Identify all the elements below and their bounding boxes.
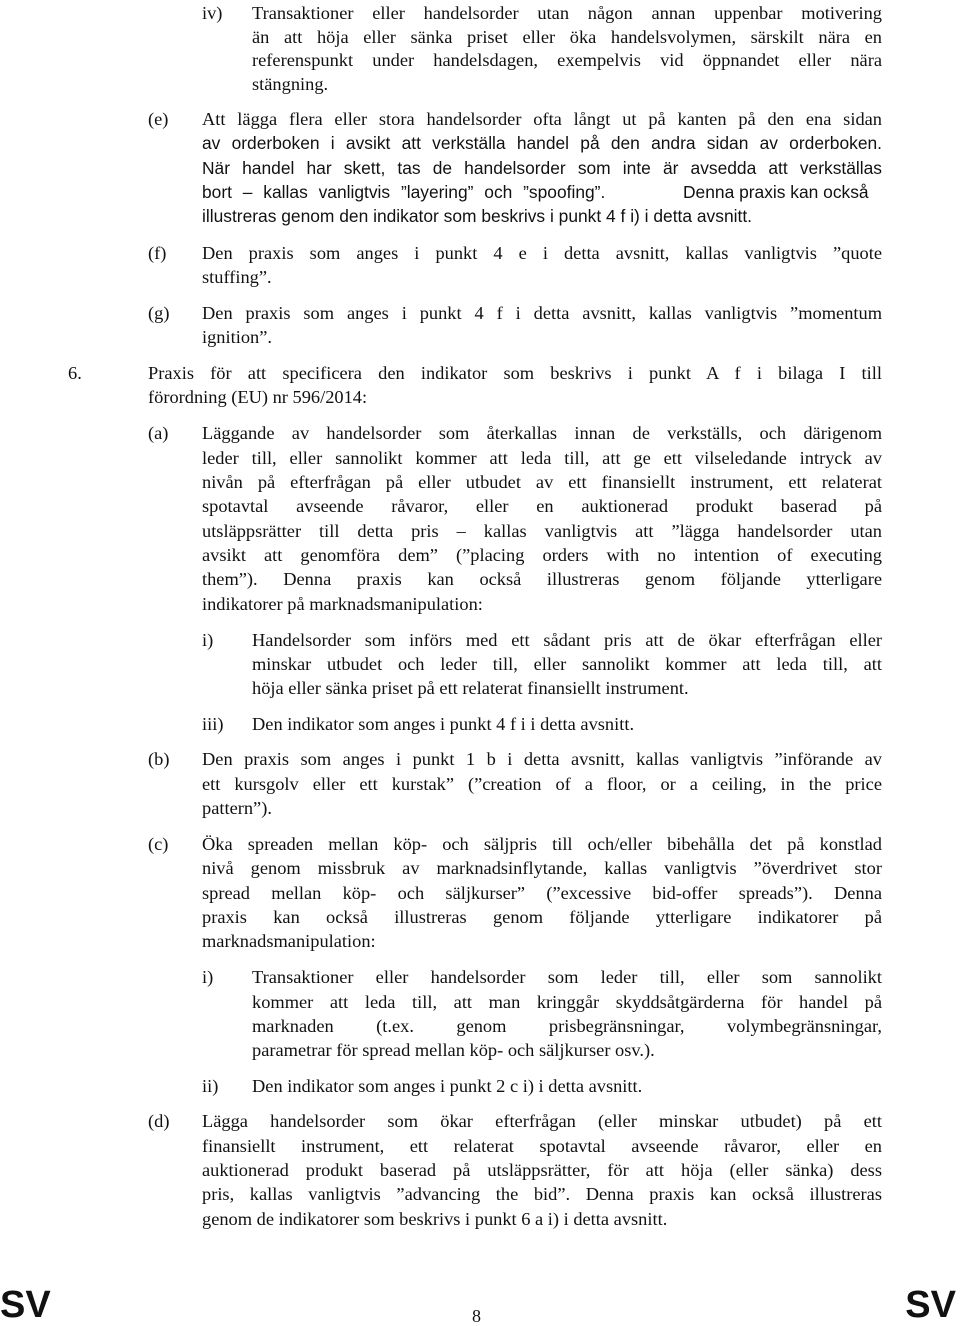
text-line: finansiellt instrument, ett relaterat spotavtal avseende råvaror, eller en [202, 1136, 882, 1156]
text-line: stängning. [252, 74, 329, 94]
text-line: Den praxis som anges i punkt 1 b i detta avsnitt, kallas vanligtvis ”införande av [202, 749, 882, 769]
text-line: Praxis för att specificera den indikator som beskrivs i punkt A f i bilaga I till [148, 363, 882, 383]
text-line: Att lägga flera eller stora handelsorder ofta långt ut på kanten på den ena sidan [202, 109, 882, 129]
text-line: nivån på efterfrågan på eller utbudet av ett finansiellt instrument, ett relaterat [202, 472, 882, 492]
text-line: auktionerad produkt baserad på utsläppsrätter, för att höja (eller sänka) dess [202, 1160, 882, 1180]
item-label-g: (g) [148, 303, 170, 323]
text-line: referenspunkt under handelsdagen, exempelvis vid öppnandet eller nära [252, 50, 882, 70]
text-line: parametrar för spread mellan köp- och säljkurser osv.). [252, 1040, 655, 1060]
text-line: Den praxis som anges i punkt 4 e i detta avsnitt, kallas vanligtvis ”quote [202, 243, 882, 263]
language-code-left: SV [0, 1284, 51, 1326]
sub-label-c-ii: ii) [202, 1076, 219, 1096]
text-line: Den praxis som anges i punkt 4 f i detta avsnitt, kallas vanligtvis ”momentum [202, 303, 882, 323]
text-line: leder till, eller sannolikt kommer att leda till, att ge ett vilseledande intryck av [202, 448, 882, 468]
text-line: praxis kan också illustreras genom följande ytterligare indikatorer på [202, 907, 882, 927]
text-line: än att höja eller sänka priset eller öka handelsvolymen, särskilt nära en [252, 27, 882, 47]
sub-label-a-iii: iii) [202, 714, 224, 734]
text-line: marknaden (t.ex. genom prisbegränsningar, volymbegränsningar, [252, 1016, 882, 1036]
text-line: marknadsmanipulation: [202, 931, 376, 951]
text-line: avsikt att genomföra dem” (”placing orders with no intention of executing [202, 545, 882, 565]
text-line: stuffing”. [202, 267, 272, 287]
text-line: utsläppsrätter till detta pris – kallas vanligtvis att ”lägga handelsorder utan [202, 521, 882, 541]
text-line: kommer att leda till, att man kringgår skyddsåtgärderna för handel på [252, 992, 882, 1012]
text-line: Den indikator som anges i punkt 4 f i i detta avsnitt. [252, 714, 635, 734]
text-line: pattern”). [202, 798, 272, 818]
text-line: spread mellan köp- och säljkurser” (”excessive bid-offer spreads”). Denna [202, 883, 882, 903]
item-label-b: (b) [148, 749, 170, 769]
language-code-right: SV [905, 1284, 956, 1326]
text-line: pris, kallas vanligtvis ”advancing the bid”. Denna praxis kan också illustreras [202, 1184, 882, 1204]
text-line: Transaktioner eller handelsorder utan någon annan uppenbar motivering [252, 3, 882, 23]
text-line: spotavtal avseende råvaror, eller en auktionerad produkt baserad på [202, 496, 882, 516]
section-number-6: 6. [68, 363, 82, 383]
text-line: Öka spreaden mellan köp- och säljpris till och/eller bibehålla det på konstlad [202, 834, 882, 854]
text-line: minskar utbudet och leder till, eller sannolikt kommer att leda till, att [252, 654, 882, 674]
text-line: Transaktioner eller handelsorder som leder till, eller som sannolikt [252, 967, 882, 987]
sub-label-c-i: i) [202, 967, 214, 987]
text-line: av orderboken i avsikt att verkställa handel på den andra sidan av orderboken. [202, 133, 882, 153]
text-line: Den indikator som anges i punkt 2 c i) i detta avsnitt. [252, 1076, 643, 1096]
text-line: förordning (EU) nr 596/2014: [148, 387, 368, 407]
text-line: höja eller sänka priset på ett relaterat finansiellt instrument. [252, 678, 689, 698]
text-line: illustreras genom den indikator som beskrivs i punkt 4 f i) i detta avsnitt. [202, 206, 752, 226]
text-line: genom de indikatorer som beskrivs i punkt 6 a i) i detta avsnitt. [202, 1209, 668, 1229]
text-line: indikatorer på marknadsmanipulation: [202, 594, 483, 614]
item-label-f: (f) [148, 243, 167, 263]
text-line: nivå genom missbruk av marknadsinflytande, kallas vanligtvis ”överdrivet stor [202, 858, 882, 878]
sub-label-a-i: i) [202, 630, 214, 650]
text-line: Läggande av handelsorder som återkallas innan de verkställs, och därigenom [202, 423, 882, 443]
text-line: them”). Denna praxis kan också illustreras genom följande ytterligare [202, 569, 882, 589]
text-line: Lägga handelsorder som ökar efterfrågan (eller minskar utbudet) på ett [202, 1111, 882, 1131]
item-label-iv: iv) [202, 3, 223, 23]
text-line: bort – kallas vanligtvis ”layering” och ”spoofing”. [202, 182, 606, 202]
text-line: ett kursgolv eller ett kurstak” (”creation of a floor, or a ceiling, in the price [202, 774, 882, 794]
item-label-c: (c) [148, 834, 169, 854]
item-label-a: (a) [148, 423, 169, 443]
item-label-e: (e) [148, 109, 169, 129]
text-line: ignition”. [202, 327, 272, 347]
item-label-d: (d) [148, 1111, 170, 1131]
text-line: Denna praxis kan också [683, 182, 869, 202]
text-line: Handelsorder som införs med ett sådant pris att de ökar efterfrågan eller [252, 630, 882, 650]
page-number: 8 [472, 1306, 481, 1326]
text-line: När handel har skett, tas de handelsorder som inte är avsedda att verkställas [202, 158, 882, 178]
